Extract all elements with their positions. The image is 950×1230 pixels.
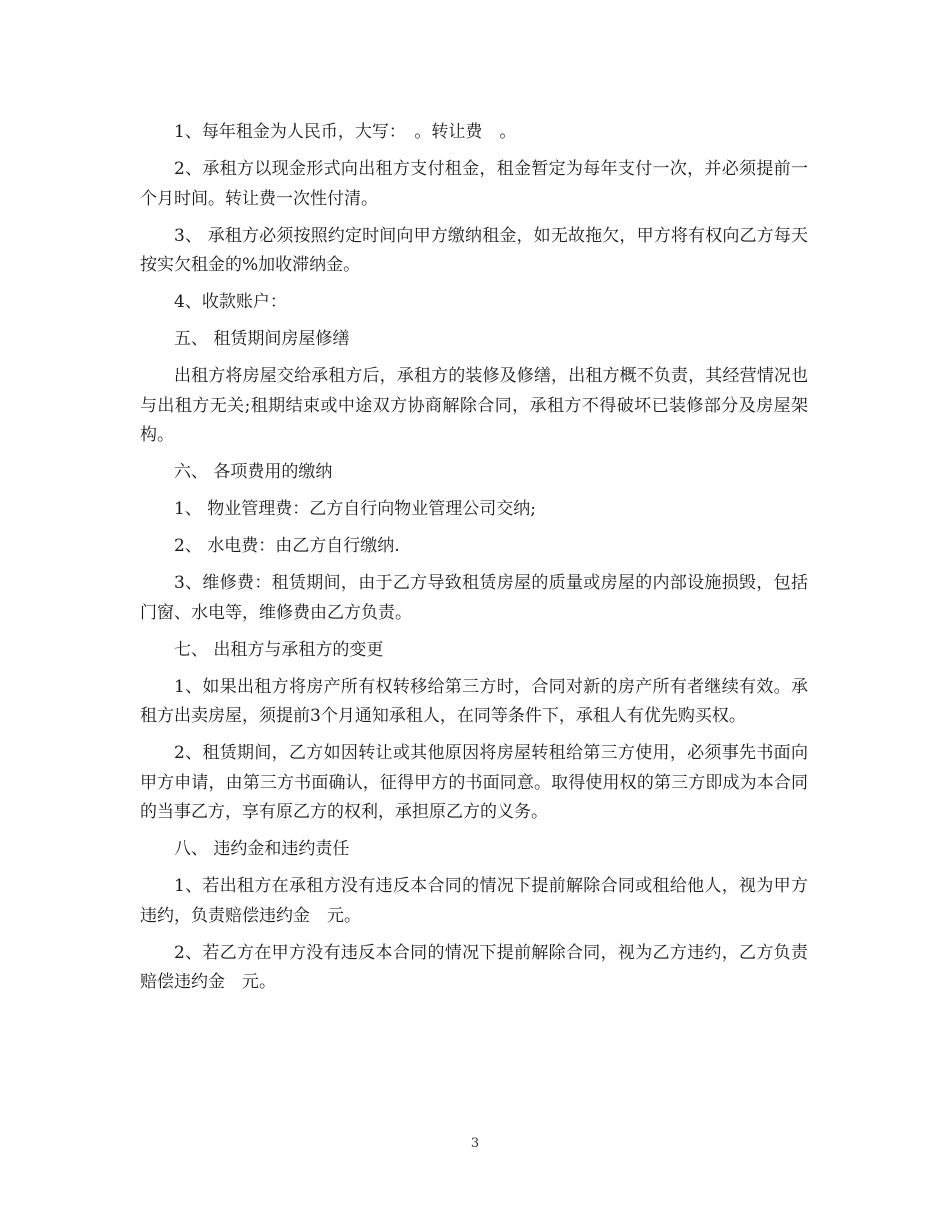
clause-paragraph: 1、 物业管理费：乙方自行向物业管理公司交纳; (174, 499, 536, 519)
clause-paragraph: 2、租赁期间，乙方如因转让或其他原因将房屋转租给第三方使用，必须事先书面向甲方申请，由第三方书面确认，征得甲方的书面同意。取得使用权的第三方即成为本合同的当事乙方，享有原乙方的权利，承担原乙方的义务。 (140, 743, 808, 822)
clause-paragraph: 1、如果出租方将房产所有权转移给第三方时，合同对新的房产所有者继续有效。承租方出卖房屋，须提前3个月通知承租人，在同等条件下，承租人有优先购买权。 (140, 676, 808, 726)
section-heading: 七、 出租方与承租方的变更 (174, 639, 384, 660)
clause-paragraph: 出租方将房屋交给承租方后，承租方的装修及修缮，出租方概不负责，其经营情况也与出租方无关;租期结束或中途双方协商解除合同，承租方不得破坏已装修部分及房屋架构。 (140, 366, 808, 445)
clause-paragraph: 3、维修费：租赁期间，由于乙方导致租赁房屋的质量或房屋的内部设施损毁，包括门窗、水电等，维修费由乙方负责。 (140, 573, 808, 623)
clause-paragraph: 1、每年租金为人民币，大写： 。转让费 。 (174, 122, 517, 142)
clause-paragraph: 2、若乙方在甲方没有违反本合同的情况下提前解除合同，视为乙方违约，乙方负责赔偿违约金 元。 (140, 942, 808, 992)
page-number: 3 (470, 1136, 480, 1151)
clause-paragraph: 4、收款账户： (174, 292, 287, 312)
section-heading: 八、 违约金和违约责任 (174, 839, 350, 859)
section-heading: 五、 租赁期间房屋修缮 (174, 329, 350, 349)
clause-paragraph: 2、 水电费：由乙方自行缴纳. (174, 536, 400, 556)
clause-paragraph: 3、 承租方必须按照约定时间向甲方缴纳租金，如无故拖欠，甲方将有权向乙方每天按实欠租金的%加收滞纳金。 (140, 225, 808, 275)
section-heading: 六、 各项费用的缴纳 (174, 462, 333, 482)
clause-paragraph: 1、若出租方在承租方没有违反本合同的情况下提前解除合同或租给他人，视为甲方违约，负责赔偿违约金 元。 (140, 876, 808, 926)
clause-paragraph: 2、承租方以现金形式向出租方支付租金，租金暂定为每年支付一次，并必须提前一个月时间。转让费一次性付清。 (140, 159, 808, 209)
document-body (140, 118, 808, 1005)
